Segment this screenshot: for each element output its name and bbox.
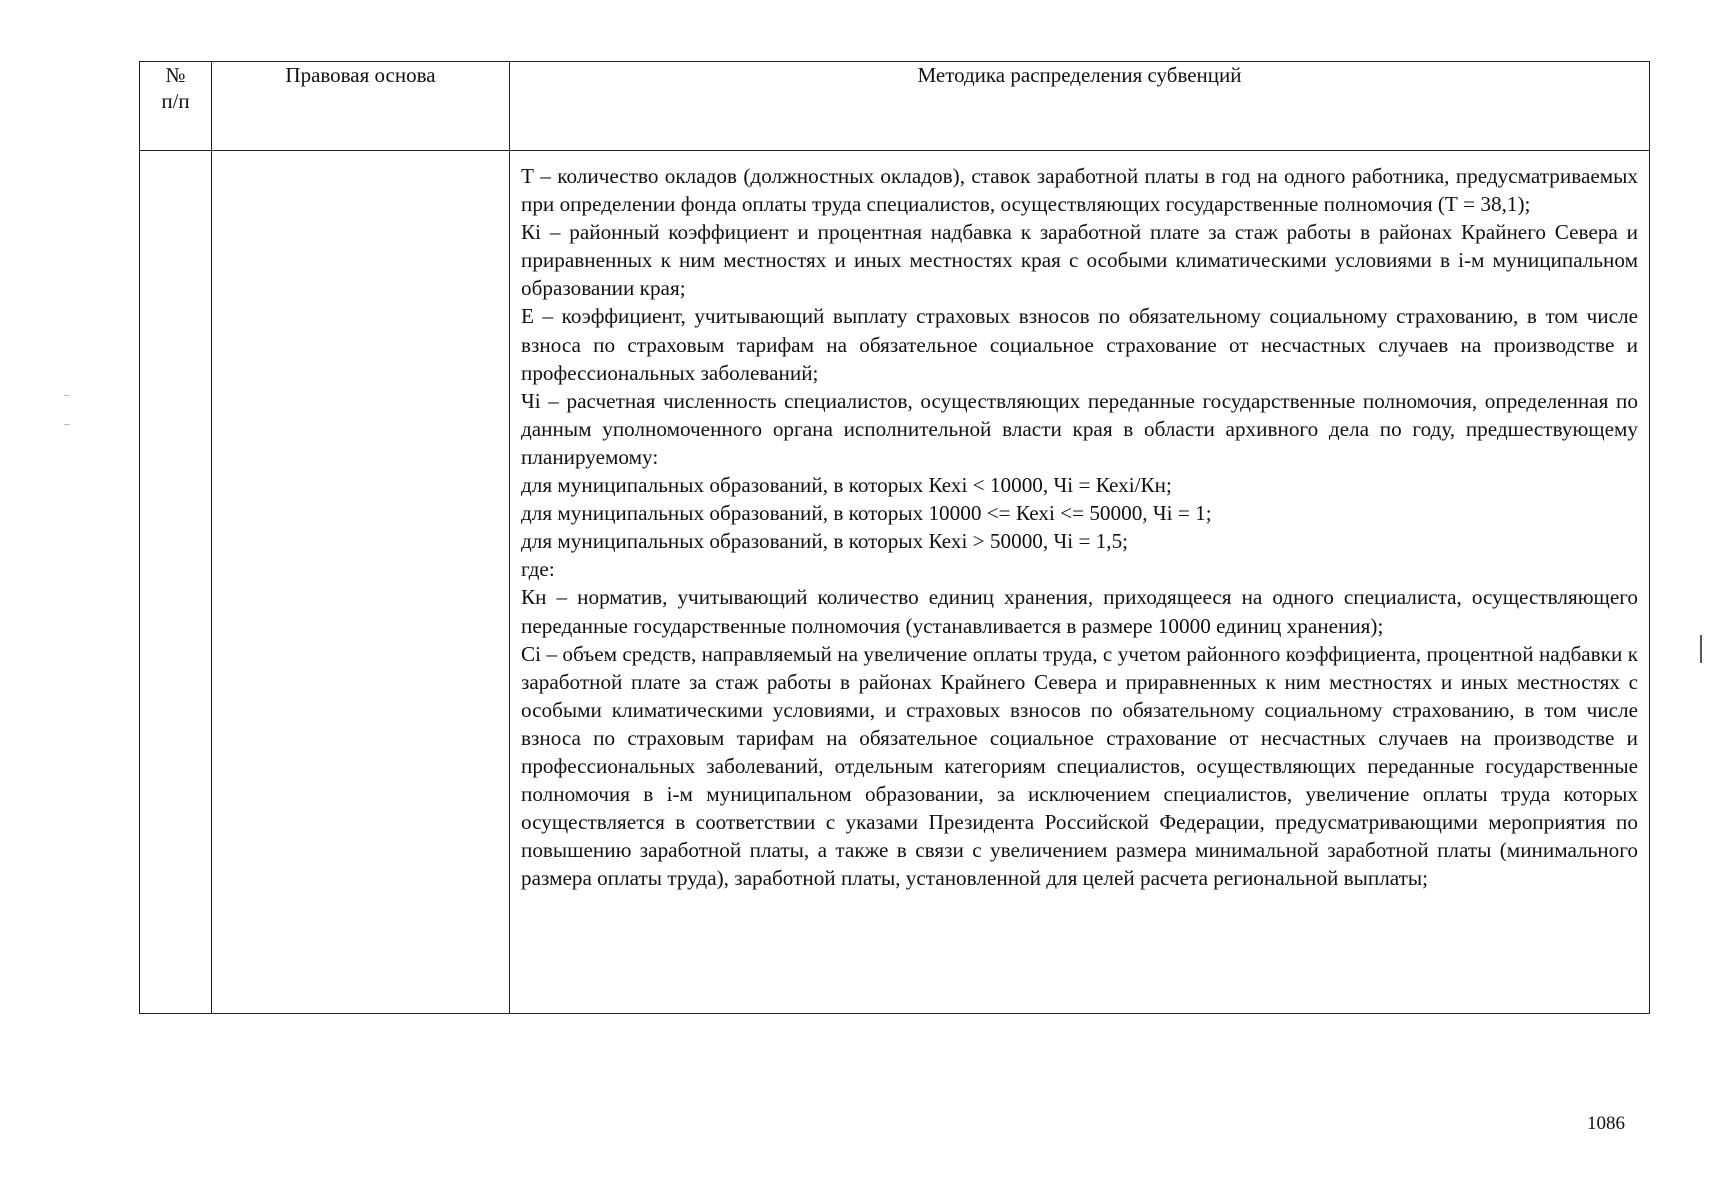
subsidy-method-table (139, 61, 1650, 1014)
paragraph-t-definition: Т – количество окладов (должностных окладов), ставок заработной платы в год на одного работника, предусматриваемых при определении фонда оплаты труда специалистов, осуществляющих государственные полномочия (Т = 38,1); (521, 164, 1638, 217)
paragraph-ci-definition: Сi – объем средств, направляемый на увеличение оплаты труда, с учетом районного коэффициента, процентной надбавки к заработной плате за стаж работы в районах Крайнего Севера и приравненных к ним местностях и иных местностях с особыми климатическими условиями, и страховых взносов по обязательному социальному страхованию, в том числе взноса по страховым тарифам на обязательное социальное страхование от несчастных случаев на производстве и профессиональных заболеваний, отдельным категориям специалистов, осуществляющих переданные государственные полномочия в i-м муниципальном образовании, за исключением специалистов, увеличение оплаты труда которых осуществляется в соответствии с указами Президента Российской Федерации, предусматривающими мероприятия по повышению заработной платы, а также в связи с увеличением размера минимальной заработной платы (минимального размера оплаты труда), заработной платы, установленной для целей расчета региональной выплаты; (521, 641, 1638, 891)
paragraph-ki-definition: Кi – районный коэффициент и процентная надбавка к заработной плате за стаж работы в районах Крайнего Севера и приравненных к ним местностях и иных местностях края с особыми климатическими условиями в i-м муниципальном образовании края; (521, 220, 1638, 301)
paragraph-chi-case-2: для муниципальных образований, в которых 10000 <= Кехi <= 50000, Чi = 1; (521, 501, 1212, 526)
row-number-cell (140, 151, 212, 1014)
paragraph-e-definition: Е – коэффициент, учитывающий выплату страховых взносов по обязательному социальному страхованию, в том числе взноса по страховым тарифам на обязательное социальное страхование от несчастных случаев на производстве и профессиональных заболеваний; (521, 304, 1638, 385)
method-text (510, 151, 1649, 892)
header-number-abbr: п/п (161, 89, 190, 113)
page-number: 1086 (1587, 1113, 1625, 1134)
scan-margin-mark (1700, 635, 1702, 663)
header-number-symbol: № (165, 63, 186, 87)
table-header-row (140, 62, 1650, 151)
paragraph-chi-case-3: для муниципальных образований, в которых Кехi > 50000, Чi = 1,5; (521, 529, 1129, 554)
paragraph-where: где: (521, 557, 555, 582)
header-number (140, 62, 212, 151)
row-method-cell (510, 151, 1650, 1014)
paragraph-chi-definition: Чi – расчетная численность специалистов, осуществляющих переданные государственные полномочия, определенная по данным уполномоченного органа исполнительной власти края в области архивного дела по году, предшествующему планируемому: (521, 388, 1638, 469)
header-legal-basis: Правовая основа (212, 62, 510, 151)
paragraph-chi-case-1: для муниципальных образований, в которых Кехi < 10000, Чi = Кехi/Кн; (521, 473, 1172, 498)
scan-margin-ticks (64, 395, 70, 425)
header-distribution-method: Методика распределения субвенций (510, 62, 1650, 151)
paragraph-kn-definition: Кн – норматив, учитывающий количество единиц хранения, приходящееся на одного специалиста, осуществляющего переданные государственные полномочия (устанавливается в размере 10000 единиц хранения); (521, 585, 1638, 638)
row-legal-basis-cell (212, 151, 510, 1014)
table-row (140, 151, 1650, 1014)
